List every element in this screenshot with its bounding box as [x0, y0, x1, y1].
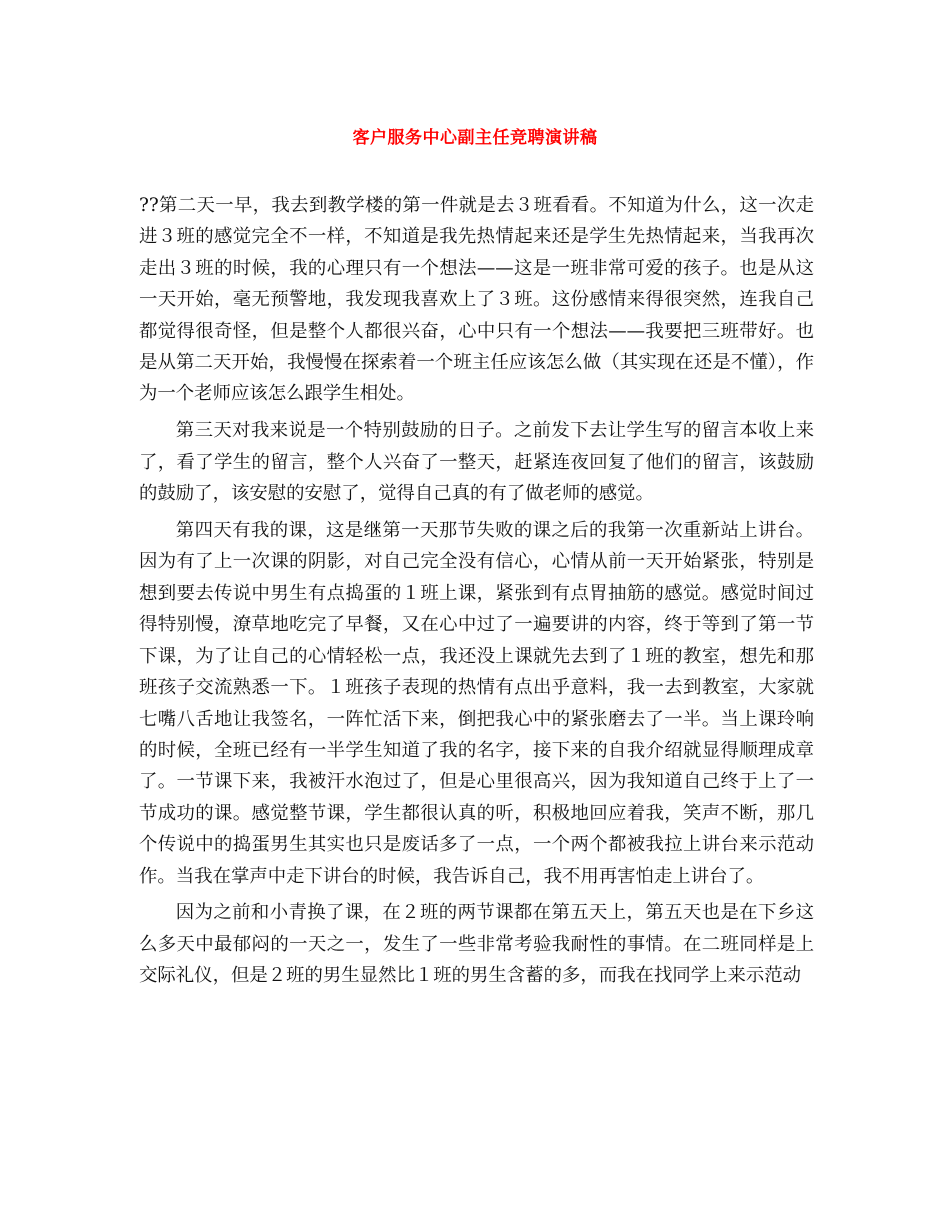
document-title: 客户服务中心副主任竞聘演讲稿	[352, 128, 598, 148]
paragraph-2: 第三天对我来说是一个特别鼓励的日子。之前发下去让学生写的留言本收上来了，看了学生的留言，整个人兴奋了一整天，赶紧连夜回复了他们的留言，该鼓励的鼓励了，该安慰的安慰了，觉得自己真的有了做老师的感觉。	[139, 420, 814, 505]
paragraph-3: 第四天有我的课，这是继第一天那节失败的课之后的我第一次重新站上讲台。因为有了上一次课的阴影，对自己完全没有信心，心情从前一天开始紧张，特别是想到要去传说中男生有点捣蛋的１班上课，紧张到有点胃抽筋的感觉。感觉时间过得特别慢，潦草地吃完了早餐，又在心中过了一遍要讲的内容，终于等到了第一节下课，为了让自己的心情轻松一点，我还没上课就先去到了１班的教室，想先和那班孩子交流熟悉一下。１班孩子表现的热情有点出乎意料，我一去到教室，大家就七嘴八舌地让我签名，一阵忙活下来，倒把我心中的紧张磨去了一半。当上课玲响的时候，全班已经有一半学生知道了我的名字，接下来的自我介绍就显得顺理成章了。一节课下来，我被汗水泡过了，但是心里很高兴，因为我知道自己终于上了一节成功的课。感觉整节课，学生都很认真的听，积极地回应着我，笑声不断，那几个传说中的捣蛋男生其实也只是废话多了一点，一个两个都被我拉上讲台来示范动作。当我在掌声中走下讲台的时候，我告诉自己，我不用再害怕走上讲台了。	[139, 520, 814, 887]
document-body	[139, 190, 814, 997]
paragraph-1: ??第二天一早，我去到教学楼的第一件就是去３班看看。不知道为什么，这一次走进３班的感觉完全不一样，不知道是我先热情起来还是学生先热情起来，当我再次走出３班的时候，我的心理只有一个想法——这是一班非常可爱的孩子。也是从这一天开始，毫无预警地，我发现我喜欢上了３班。这份感情来得很突然，连我自己都觉得很奇怪，但是整个人都很兴奋，心中只有一个想法——我要把三班带好。也是从第二天开始，我慢慢在探索着一个班主任应该怎么做（其实现在还是不懂），作为一个老师应该怎么跟学生相处。	[139, 195, 814, 405]
paragraph-4: 因为之前和小青换了课，在２班的两节课都在第五天上，第五天也是在下乡这么多天中最郁闷的一天之一，发生了一些非常考验我耐性的事情。在二班同样是上交际礼仪，但是２班的男生显然比１班的男生含蓄的多，而我在找同学上来示范动	[139, 902, 814, 987]
